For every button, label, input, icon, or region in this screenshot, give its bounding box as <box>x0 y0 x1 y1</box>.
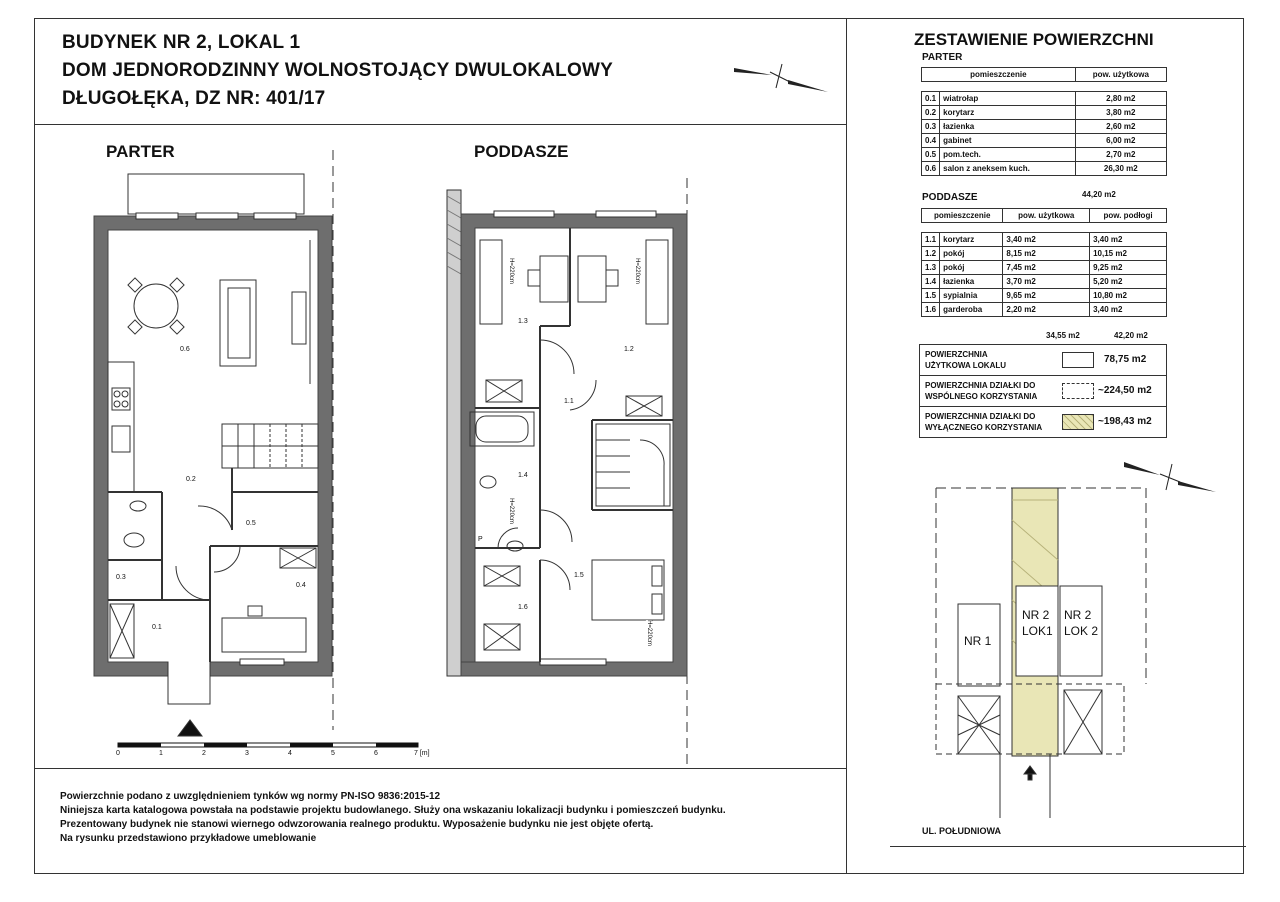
table-row: 1.5 sypialnia 9,65 m2 10,80 m2 <box>922 289 1167 303</box>
table-row: 1.2 pokój 8,15 m2 10,15 m2 <box>922 247 1167 261</box>
site-plan <box>936 488 1146 818</box>
room-tag: 1.2 <box>624 346 634 353</box>
table-row: 0.4 gabinet 6,00 m2 <box>922 134 1167 148</box>
scale-tick: 2 <box>202 750 206 757</box>
table-row: 1.3 pokój 7,45 m2 9,25 m2 <box>922 261 1167 275</box>
header-cell: pomieszczenie <box>922 209 1003 223</box>
room-tag: 1.4 <box>518 472 528 479</box>
table-header-row <box>922 209 1167 223</box>
scale-tick: 6 <box>374 750 378 757</box>
header-line-1: BUDYNEK NR 2, LOKAL 1 <box>62 32 301 53</box>
table-row: 0.3 łazienka 2,60 m2 <box>922 120 1167 134</box>
poddasze-label: PODDASZE <box>474 142 569 161</box>
room-tag: P <box>478 536 483 543</box>
legend-value: 78,75 m2 <box>1104 354 1147 365</box>
table-row: 1.1 korytarz 3,40 m2 3,40 m2 <box>922 233 1167 247</box>
header-line-3: DŁUGOŁĘKA, DZ NR: 401/17 <box>62 88 326 109</box>
site-label-lok1-b: LOK1 <box>1022 624 1053 638</box>
legend-label: WSPÓLNEGO KORZYSTANIA <box>925 392 1038 401</box>
street-line <box>890 846 1246 847</box>
note-line: Na rysunku przedstawiono przykładowe umeblowanie <box>60 833 317 844</box>
note-line: Powierzchnie podano z uwzględnieniem tynków wg normy PN-ISO 9836:2015-12 <box>60 791 441 802</box>
note-line: Prezentowany budynek nie stanowi wiernego odwzorowania realnego produktu. Wyposażenie budynku nie jest objęte ofertą. <box>60 819 654 830</box>
scale-tick: 0 <box>116 750 120 757</box>
legend-label: POWIERZCHNIA DZIAŁKI DO <box>925 412 1036 421</box>
table-row: 0.5 pom.tech. 2,70 m2 <box>922 148 1167 162</box>
street-label: UL. POŁUDNIOWA <box>922 826 1001 836</box>
site-label-lok2-b: LOK 2 <box>1064 624 1099 638</box>
header-cell: pow. podłogi <box>1090 209 1167 223</box>
room-tag: 0.4 <box>296 582 306 589</box>
note-line: Niniejsza karta katalogowa powstała na podstawie projektu budowlanego. Służy ona wskazaniu lokalizacji budynku i pomieszczeń budynku. <box>60 805 726 816</box>
poddasze-total-floor: 42,20 m2 <box>1114 331 1148 340</box>
legend-swatch-hatched <box>1062 414 1094 430</box>
legend-label: UŻYTKOWA LOKALU <box>925 361 1007 370</box>
parter-area-table <box>921 67 1167 176</box>
room-tag: 0.3 <box>116 574 126 581</box>
legend-value: ~198,43 m2 <box>1098 416 1152 427</box>
scale-tick: 7 [m] <box>414 750 430 757</box>
height-tag: H=220cm <box>633 258 640 284</box>
header-line-2: DOM JEDNORODZINNY WOLNOSTOJĄCY DWULOKALOWY <box>62 60 613 81</box>
room-tag: 1.1 <box>564 398 574 405</box>
room-tag: 1.5 <box>574 572 584 579</box>
height-tag: H=220cm <box>507 498 514 524</box>
table-row: 1.6 garderoba 2,20 m2 3,40 m2 <box>922 303 1167 317</box>
header-cell: pomieszczenie <box>922 68 1076 82</box>
site-label-lok2-a: NR 2 <box>1064 608 1092 622</box>
legend-label: POWIERZCHNIA <box>925 350 988 359</box>
table-row: 1.4 łazienka 3,70 m2 5,20 m2 <box>922 275 1167 289</box>
table-row: 0.2 korytarz 3,80 m2 <box>922 106 1167 120</box>
parter-label: PARTER <box>106 142 175 161</box>
site-label-nr1: NR 1 <box>964 634 992 648</box>
height-tag: H=220cm <box>507 258 514 284</box>
scale-tick: 5 <box>331 750 335 757</box>
scale-tick: 4 <box>288 750 292 757</box>
poddasze-floor-plan <box>447 178 687 770</box>
parter-floor-plan <box>94 150 333 736</box>
room-tag: 1.3 <box>518 318 528 325</box>
table-row: 0.1 wiatrołap 2,80 m2 <box>922 92 1167 106</box>
header-cell: pow. użytkowa <box>1003 209 1090 223</box>
poddasze-total-area: 34,55 m2 <box>1046 331 1080 340</box>
table-header-row <box>922 68 1167 82</box>
room-tag: 0.1 <box>152 624 162 631</box>
poddasze-area-table <box>921 208 1167 317</box>
room-tag: 0.2 <box>186 476 196 483</box>
summary-parter-label: PARTER <box>922 52 963 63</box>
summary-title: ZESTAWIENIE POWIERZCHNI <box>914 30 1154 49</box>
summary-poddasze-label: PODDASZE <box>922 192 978 203</box>
scale-bar <box>118 743 418 747</box>
legend-value: ~224,50 m2 <box>1098 385 1152 396</box>
parter-total: 44,20 m2 <box>1082 190 1116 199</box>
north-arrow-icon <box>734 64 828 92</box>
table-row: 0.6 salon z aneksem kuch. 26,30 m2 <box>922 162 1167 176</box>
header-cell: pow. użytkowa <box>1075 68 1166 82</box>
scale-tick: 1 <box>159 750 163 757</box>
site-label-lok1-a: NR 2 <box>1022 608 1050 622</box>
legend-label: POWIERZCHNIA DZIAŁKI DO <box>925 381 1036 390</box>
room-tag: 0.6 <box>180 346 190 353</box>
scale-tick: 3 <box>245 750 249 757</box>
legend-swatch-plain <box>1062 352 1094 368</box>
legend-divider <box>919 375 1167 376</box>
room-tag: 1.6 <box>518 604 528 611</box>
height-tag: H=220cm <box>645 620 652 646</box>
room-tag: 0.5 <box>246 520 256 527</box>
legend-divider <box>919 406 1167 407</box>
legend-swatch-dashed <box>1062 383 1094 399</box>
legend-label: WYŁĄCZNEGO KORZYSTANIA <box>925 423 1043 432</box>
